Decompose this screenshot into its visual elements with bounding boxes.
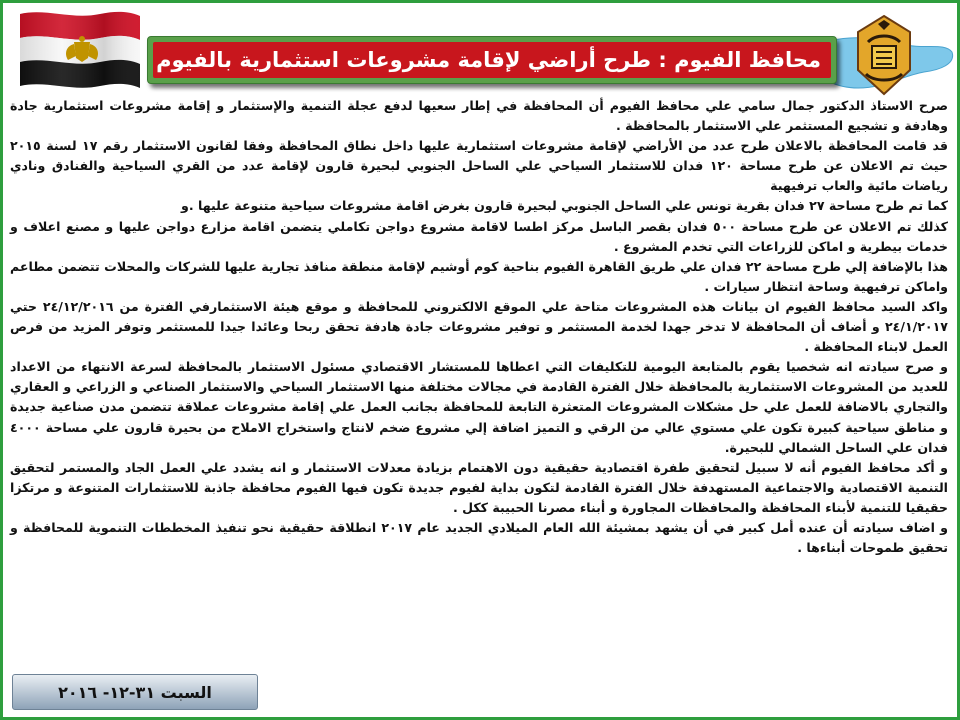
- article-paragraph: واكد السيد محافظ الفيوم ان بيانات هذه المشروعات متاحة علي الموقع الالكتروني للمحافظة و موقع هيئة الاستثمارفي الفترة من ٢٤/١٢/٢٠١٦ حتي ٢٤/١/٢٠١٧ و أضاف أن المحافظة لا تدخر جهدا لخدمة المستثمر و توفير مشروعات جادة هادفة تحقق ربحا وعائدا جيدا للمستثمر وتوفر المزيد من فرص العمل لابناء المحافظة .: [10, 298, 948, 355]
- article-paragraph: كما تم طرح مساحة ٢٧ فدان بقرية تونس علي الساحل الجنوبي لبحيرة قارون بغرض اقامة مشروعات سياحية متنوعة عليها .و: [181, 198, 948, 214]
- title-banner: [147, 36, 837, 84]
- title-banner-inner: [153, 42, 831, 78]
- article-paragraph: قد قامت المحافظة بالاعلان طرح عدد من الأراضي لإقامة مشروعات استثمارية عليها داخل نطاق المحافظة وفقا لقانون الاستثمار رقم ١٧ لسنة ٢٠١٥ حيث تم الاعلان عن طرح مساحة ١٢٠ فدان للاستثمار السياحي علي الساحل الجنوبي لبحيرة قارون لإقامة عدد من القري السياحية والفنادق ونادي رياضات مائية والعاب ترفيهية: [10, 138, 949, 194]
- egypt-flag-icon: [16, 6, 144, 98]
- publish-date: السبت ٣١-١٢- ٢٠١٦: [58, 682, 212, 702]
- article-paragraph: و أكد محافظ الفيوم أنه لا سبيل لتحقيق طفرة اقتصادية حقيقية دون الاهتمام بزيادة معدلات الاستثمار و انه يشدد علي العمل الجاد والمستمر لتحقيق التنمية الاقتصادية والاجتماعية المستهدفة خلال الفترة القادمة لتكون بداية لفيوم جديدة تكون فيها الفيوم محافظة جاذبة للاستثمارات المتنوعة و مرتكزا حقيقيا للتنمية لأبناء المحافظة والمحافظات المجاورة و أبناء مصرنا الحبيبة ككل .: [10, 459, 948, 515]
- article-paragraph: و صرح سيادته انه شخصيا يقوم بالمتابعة اليومية للتكليفات التي اعطاها للمستشار الاقتصادي مسئول الاستثمار بالمحافظة لسرعة الانتهاء من الاعداد للعديد من المشروعات الاستثمارية بالمحافظة خلال الفترة القادمة في مجالات مختلفة منها الاستثمار السياحي والاستثمار الصناعي و الزراعي و العقاري والتجاري بالاضافة للعمل علي حل مشكلات المشروعات المتعثرة التابعة للمحافظة بجانب العمل علي إقامة مشروعات عملاقة تتضمن مدن صناعية جديدة و مناطق سياحية كبيرة تكون علي مستوي عالي من الرقي و التميز اضافة إلي مشروع ضخم لانتاج واستخراج الاملاح من بحيرة قارون علي مساحة ٤٠٠٠ فدان علي الساحل الشمالي للبحيرة.: [10, 359, 948, 455]
- article-paragraph: كذلك تم الاعلان عن طرح مساحة ٥٠٠ فدان بقصر الباسل مركز اطسا لاقامة مشروع دواجن تكاملي يتضمن اقامة مزارع دواجن عليها و مصنع اعلاف و خدمات بيطرية و اماكن للزراعات التي تخدم المشروع .: [10, 218, 949, 254]
- article-paragraph: و اضاف سيادته أن عنده أمل كبير في أن يشهد بمشيئة الله العام الميلادي الجديد عام ٢٠١٧ انطلاقة حقيقية نحو تنفيذ المخططات التنموية للمحافظة و تحقيق طموحات أبناءها .: [10, 519, 948, 556]
- fayoum-governorate-logo-icon: [848, 12, 920, 98]
- page-title: محافظ الفيوم : طرح أراضي لإقامة مشروعات استثمارية بالفيوم: [156, 48, 821, 72]
- article-paragraph: صرح الاستاذ الدكتور جمال سامي علي محافظ الفيوم أن المحافظة في إطار سعيها لدفع عجلة التنمية والإستثمار و إقامة مشروعات استثمارية جادة وهادفة و تشجيع المستثمر علي الاستثمار بالمحافظة .: [10, 98, 948, 134]
- article-body: [10, 96, 948, 558]
- article-paragraph: هذا بالإضافة إلي طرح مساحة ٢٢ فدان علي طريق القاهرة الفيوم بناحية كوم أوشيم لإقامة منطقة منافذ تجارية عليها للشركات والمحلات تتضمن مطاعم واماكن ترفيهية وساحة انتظار سيارات .: [10, 258, 948, 294]
- date-badge: [12, 674, 258, 710]
